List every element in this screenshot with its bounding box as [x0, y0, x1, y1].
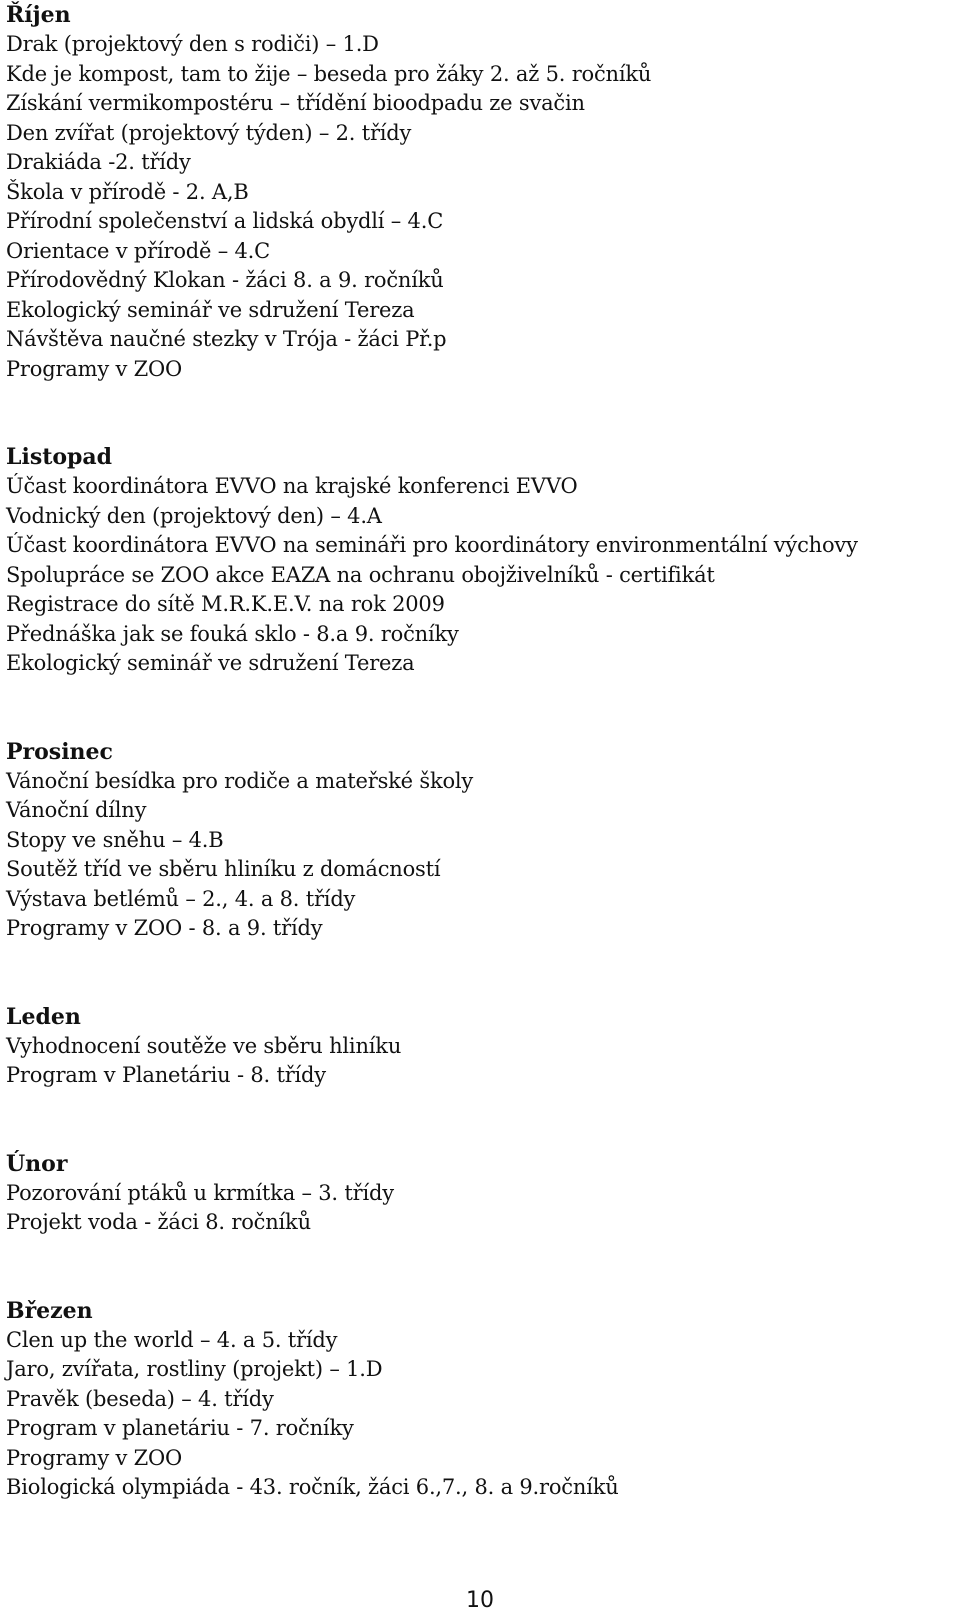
- document-page: [6, 0, 956, 1503]
- page-number: 10: [466, 1588, 494, 1613]
- activity-item: Pozorování ptáků u krmítka – 3. třídy: [6, 1180, 394, 1205]
- month-heading: Prosinec: [6, 738, 113, 765]
- section-leden: [6, 1002, 956, 1091]
- month-heading: Listopad: [6, 444, 113, 470]
- section-prosinec: [6, 737, 956, 944]
- activity-item: Spolupráce se ZOO akce EAZA na ochranu obojživelníků - certifikát: [6, 562, 715, 587]
- activity-item: Biologická olympiáda - 43. ročník, žáci 6.,7., 8. a 9.ročníků: [6, 1475, 619, 1499]
- activity-item: Vánoční besídka pro rodiče a mateřské školy: [6, 768, 474, 793]
- section-březen: [6, 1296, 956, 1503]
- activity-item: Získání vermikompostéru – třídění bioodpadu ze svačin: [6, 91, 585, 115]
- activity-item: Pravěk (beseda) – 4. třídy: [6, 1386, 274, 1411]
- activity-item: Stopy ve sněhu – 4.B: [6, 827, 224, 852]
- activity-item: Projekt voda - žáci 8. ročníků: [6, 1210, 311, 1234]
- section-spacer: [6, 1238, 956, 1296]
- activity-item: Orientace v přírodě – 4.C: [6, 238, 270, 263]
- sections-list: [6, 0, 956, 1503]
- activity-item: Clen up the world – 4. a 5. třídy: [6, 1327, 338, 1352]
- activity-item: Soutěž tříd ve sběru hliníku z domácností: [6, 857, 441, 881]
- section-únor: [6, 1149, 956, 1238]
- activity-item: Vyhodnocení soutěže ve sběru hliníku: [6, 1033, 402, 1058]
- activity-item: Výstava betlémů – 2., 4. a 8. třídy: [6, 886, 356, 911]
- month-heading: Březen: [6, 1297, 93, 1324]
- activity-item: Jaro, zvířata, rostliny (projekt) – 1.D: [6, 1357, 383, 1381]
- activity-item: Programy v ZOO: [6, 1445, 183, 1470]
- activity-item: Drakiáda -2. třídy: [6, 150, 191, 174]
- section-spacer: [6, 384, 956, 442]
- section-říjen: [6, 0, 956, 384]
- activity-item: Ekologický seminář ve sdružení Tereza: [6, 651, 415, 675]
- activity-item: Program v planetáriu - 7. ročníky: [6, 1416, 354, 1440]
- activity-item: Účast koordinátora EVVO na semináři pro koordinátory environmentální výchovy: [6, 533, 858, 557]
- activity-item: Kde je kompost, tam to žije – beseda pro žáky 2. až 5. ročníků: [6, 61, 652, 86]
- activity-item: Ekologický seminář ve sdružení Tereza: [6, 297, 415, 322]
- activity-item: Den zvířat (projektový týden) – 2. třídy: [6, 120, 412, 145]
- month-heading: Říjen: [6, 2, 71, 28]
- month-heading: Únor: [6, 1150, 68, 1177]
- activity-item: Vodnický den (projektový den) – 4.A: [6, 503, 382, 528]
- activity-item: Přírodovědný Klokan - žáci 8. a 9. ročníků: [6, 268, 444, 292]
- activity-item: Programy v ZOO - 8. a 9. třídy: [6, 916, 323, 940]
- activity-item: Vánoční dílny: [6, 798, 147, 822]
- activity-item: Drak (projektový den s rodiči) – 1.D: [6, 32, 379, 56]
- activity-item: Program v Planetáriu - 8. třídy: [6, 1063, 326, 1087]
- month-heading: Leden: [6, 1003, 81, 1030]
- activity-item: Programy v ZOO: [6, 356, 183, 381]
- section-spacer: [6, 1091, 956, 1149]
- activity-item: Návštěva naučné stezky v Trója - žáci Př.p: [6, 327, 447, 351]
- section-listopad: [6, 442, 956, 679]
- activity-item: Přírodní společenství a lidská obydlí – 4.C: [6, 209, 444, 233]
- activity-item: Účast koordinátora EVVO na krajské konferenci EVVO: [6, 474, 578, 498]
- section-spacer: [6, 679, 956, 737]
- section-spacer: [6, 944, 956, 1002]
- activity-item: Škola v přírodě - 2. A,B: [6, 179, 249, 204]
- activity-item: Registrace do sítě M.R.K.E.V. na rok 2009: [6, 592, 445, 616]
- activity-item: Přednáška jak se fouká sklo - 8.a 9. ročníky: [6, 621, 459, 646]
